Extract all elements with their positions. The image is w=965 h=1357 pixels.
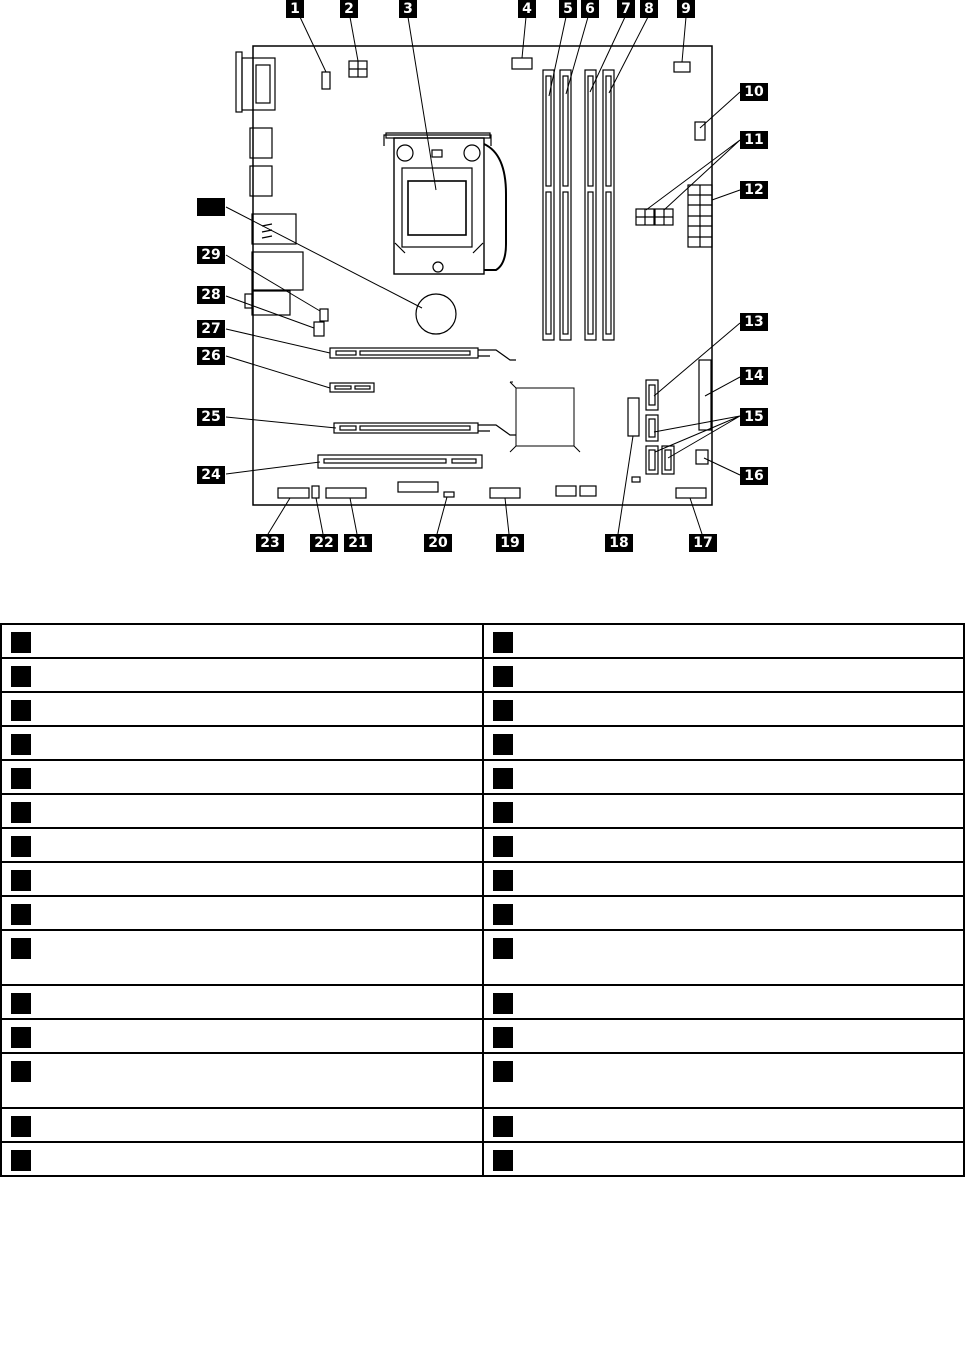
legend-row — [1, 828, 964, 862]
legend-row — [1, 930, 964, 985]
callout-25 — [197, 408, 225, 426]
legend-number — [493, 1116, 513, 1137]
callout-7 — [617, 0, 635, 18]
svg-text:12: 12 — [744, 182, 764, 198]
legend-cell-left — [1, 930, 483, 985]
callout-12 — [740, 181, 768, 199]
callout-22 — [310, 534, 338, 552]
callout-24 — [197, 466, 225, 484]
legend-number — [11, 836, 31, 857]
callout-27 — [197, 320, 225, 338]
legend-cell-left — [1, 794, 483, 828]
legend-cell-right — [483, 726, 965, 760]
callout-19 — [496, 534, 524, 552]
legend-number — [493, 938, 513, 959]
legend-number — [11, 1061, 31, 1082]
legend-row — [1, 726, 964, 760]
svg-text:20: 20 — [428, 535, 448, 551]
svg-text:3: 3 — [403, 1, 413, 17]
callout-26 — [197, 347, 225, 365]
svg-text:2: 2 — [344, 1, 354, 17]
callout-29 — [197, 246, 225, 264]
callout-15 — [740, 408, 768, 426]
legend-number — [493, 666, 513, 687]
legend-cell-left — [1, 1053, 483, 1108]
callout-13 — [740, 313, 768, 331]
legend-cell-left — [1, 760, 483, 794]
svg-text:26: 26 — [201, 348, 221, 364]
svg-text:23: 23 — [260, 535, 280, 551]
legend-row — [1, 658, 964, 692]
legend-row — [1, 862, 964, 896]
svg-text:4: 4 — [522, 1, 532, 17]
motherboard-diagram — [0, 0, 965, 600]
legend-row — [1, 1108, 964, 1142]
callout-18 — [605, 534, 633, 552]
legend-number — [11, 700, 31, 721]
legend-cell-right — [483, 862, 965, 896]
legend-number — [493, 836, 513, 857]
legend-number — [11, 768, 31, 789]
svg-text:29: 29 — [201, 247, 221, 263]
svg-text:7: 7 — [621, 1, 631, 17]
legend-cell-right — [483, 794, 965, 828]
legend-row — [1, 692, 964, 726]
callout-21 — [344, 534, 372, 552]
svg-text:10: 10 — [744, 84, 764, 100]
legend-number — [11, 1027, 31, 1048]
svg-text:17: 17 — [693, 535, 713, 551]
legend-number — [11, 870, 31, 891]
legend-cell-left — [1, 658, 483, 692]
legend-row — [1, 760, 964, 794]
legend-cell-right — [483, 1053, 965, 1108]
callout-1 — [286, 0, 304, 18]
legend-number — [493, 700, 513, 721]
svg-text:27: 27 — [201, 321, 221, 337]
callout-23 — [256, 534, 284, 552]
callout-3 — [399, 0, 417, 18]
legend-cell-left — [1, 624, 483, 658]
legend-cell-right — [483, 1019, 965, 1053]
svg-text:22: 22 — [314, 535, 334, 551]
svg-text:5: 5 — [563, 1, 573, 17]
legend-number — [493, 734, 513, 755]
callout-9 — [677, 0, 695, 18]
legend-number — [11, 904, 31, 925]
legend-number — [11, 802, 31, 823]
callout-17 — [689, 534, 717, 552]
legend-cell-right — [483, 658, 965, 692]
svg-text:11: 11 — [744, 132, 764, 148]
legend-row — [1, 624, 964, 658]
legend-number — [493, 1150, 513, 1171]
legend-number — [11, 734, 31, 755]
legend-cell-right — [483, 624, 965, 658]
legend-number — [11, 993, 31, 1014]
legend-row — [1, 1053, 964, 1108]
callout-30 — [197, 198, 225, 216]
legend-row — [1, 985, 964, 1019]
legend-number — [493, 768, 513, 789]
callout-4 — [518, 0, 536, 18]
callout-16 — [740, 467, 768, 485]
legend-number — [11, 1116, 31, 1137]
legend-number — [11, 632, 31, 653]
legend-number — [493, 802, 513, 823]
callout-28 — [197, 286, 225, 304]
callout-10 — [740, 83, 768, 101]
legend-cell-right — [483, 930, 965, 985]
legend-cell-left — [1, 862, 483, 896]
legend-row — [1, 794, 964, 828]
legend-number — [11, 1150, 31, 1171]
callout-11 — [740, 131, 768, 149]
svg-text:19: 19 — [500, 535, 520, 551]
svg-text:6: 6 — [585, 1, 595, 17]
legend-cell-left — [1, 692, 483, 726]
svg-text:28: 28 — [201, 287, 221, 303]
legend-number — [493, 870, 513, 891]
svg-text:15: 15 — [744, 409, 764, 425]
legend-number — [493, 632, 513, 653]
callout-20 — [424, 534, 452, 552]
legend-cell-right — [483, 1142, 965, 1176]
legend-number — [493, 1027, 513, 1048]
svg-text:24: 24 — [201, 467, 221, 483]
svg-text:13: 13 — [744, 314, 764, 330]
legend-cell-left — [1, 828, 483, 862]
legend-cell-right — [483, 828, 965, 862]
legend-cell-right — [483, 760, 965, 794]
svg-text:9: 9 — [681, 1, 691, 17]
legend-cell-right — [483, 896, 965, 930]
svg-text:1: 1 — [290, 1, 300, 17]
legend-number — [11, 938, 31, 959]
legend-number — [493, 904, 513, 925]
legend-number — [493, 993, 513, 1014]
callout-14 — [740, 367, 768, 385]
svg-text:21: 21 — [348, 535, 368, 551]
legend-number — [493, 1061, 513, 1082]
legend-row — [1, 1019, 964, 1053]
legend-row — [1, 1142, 964, 1176]
svg-text:18: 18 — [609, 535, 629, 551]
svg-text:8: 8 — [644, 1, 654, 17]
legend-cell-right — [483, 692, 965, 726]
callout-8 — [640, 0, 658, 18]
callout-6 — [581, 0, 599, 18]
legend-cell-left — [1, 726, 483, 760]
svg-text:14: 14 — [744, 368, 764, 384]
board-outline — [253, 46, 712, 505]
callout-5 — [559, 0, 577, 18]
callout-2 — [340, 0, 358, 18]
legend-cell-right — [483, 985, 965, 1019]
legend-cell-right — [483, 1108, 965, 1142]
legend-cell-left — [1, 1142, 483, 1176]
legend-row — [1, 896, 964, 930]
legend-cell-left — [1, 1019, 483, 1053]
legend-cell-left — [1, 985, 483, 1019]
legend-table — [0, 623, 965, 1177]
legend-cell-left — [1, 1108, 483, 1142]
svg-text:25: 25 — [201, 409, 221, 425]
svg-text:16: 16 — [744, 468, 764, 484]
legend-number — [11, 666, 31, 687]
legend-cell-left — [1, 896, 483, 930]
